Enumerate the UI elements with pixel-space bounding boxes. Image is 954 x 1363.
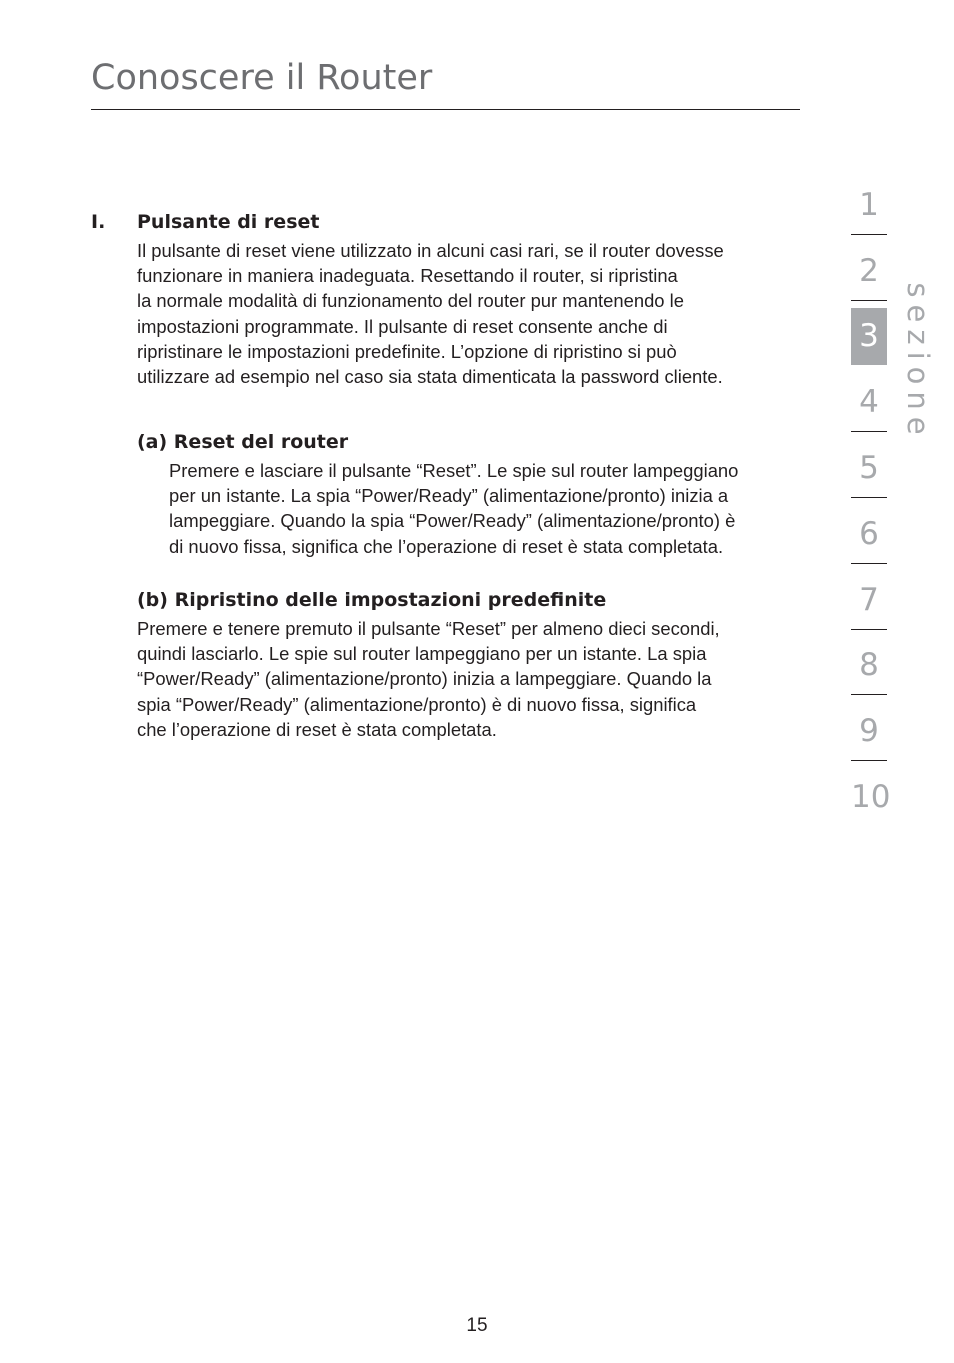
section-nav-divider — [851, 760, 887, 761]
paragraph-line: la normale modalità di funzionamento del router pur mantenendo le — [137, 290, 684, 312]
paragraph-line: Premere e tenere premuto il pulsante “Reset” per almeno dieci secondi, — [137, 618, 720, 639]
section-nav-2[interactable]: 2 — [859, 253, 879, 289]
section-nav-10[interactable]: 10 — [851, 779, 891, 815]
paragraph-line: funzionare in maniera inadeguata. Resettando il router, si ripristina — [137, 265, 678, 287]
section-paragraph — [137, 238, 724, 389]
title-divider — [91, 109, 800, 110]
paragraph-line: quindi lasciarlo. Le spie sul router lampeggiano per un istante. La spia — [137, 643, 707, 665]
section-nav-4[interactable]: 4 — [859, 384, 879, 420]
section-heading: Pulsante di reset — [137, 211, 320, 233]
section-nav-5[interactable]: 5 — [859, 450, 879, 486]
section-nav-9[interactable]: 9 — [859, 713, 879, 749]
paragraph-line: utilizzare ad esempio nel caso sia stata dimenticata la password cliente. — [137, 366, 723, 388]
section-nav-divider — [851, 563, 887, 564]
paragraph-line: lampeggiare. Quando la spia “Power/Ready” (alimentazione/pronto) è — [169, 510, 736, 532]
paragraph-line: Il pulsante di reset viene utilizzato in alcuni casi rari, se il router dovesse — [137, 240, 724, 261]
section-nav-6[interactable]: 6 — [859, 516, 879, 552]
section-nav-divider — [851, 300, 887, 301]
paragraph-line: ripristinare le impostazioni predefinite. L’opzione di ripristino si può — [137, 340, 677, 362]
section-nav-1[interactable]: 1 — [859, 187, 879, 223]
subsection-a-heading: (a) Reset del router — [137, 431, 349, 453]
page-number: 15 — [466, 1315, 488, 1336]
section-nav-7[interactable]: 7 — [859, 582, 879, 618]
section-nav-divider — [851, 629, 887, 630]
paragraph-line: impostazioni programmate. Il pulsante di reset consente anche di — [137, 315, 668, 337]
subsection-b-heading: (b) Ripristino delle impostazioni predefinite — [137, 589, 607, 611]
paragraph-line: di nuovo fissa, significa che l’operazione di reset è stata completata. — [169, 535, 724, 557]
section-nav-3-active[interactable]: 3 — [851, 308, 887, 365]
section-nav-divider — [851, 694, 887, 695]
section-letter: I. — [91, 211, 106, 233]
section-nav-divider — [851, 431, 887, 432]
section-nav-divider — [851, 497, 887, 498]
subsection-a-paragraph — [169, 458, 738, 559]
page-title: Conoscere il Router — [91, 58, 433, 98]
subsection-b-paragraph — [137, 616, 720, 742]
paragraph-line: spia “Power/Ready” (alimentazione/pronto) è di nuovo fissa, significa — [137, 693, 697, 715]
paragraph-line: Premere e lasciare il pulsante “Reset”. Le spie sul router lampeggiano — [169, 460, 739, 481]
paragraph-line: “Power/Ready” (alimentazione/pronto) inizia a lampeggiare. Quando la — [137, 668, 712, 690]
section-nav-divider — [851, 234, 887, 235]
section-nav-8[interactable]: 8 — [859, 647, 879, 683]
paragraph-line: per un istante. La spia “Power/Ready” (alimentazione/pronto) inizia a — [169, 485, 729, 507]
paragraph-line: che l’operazione di reset è stata completata. — [137, 718, 497, 740]
sezione-vertical-label: sezione — [901, 282, 935, 442]
